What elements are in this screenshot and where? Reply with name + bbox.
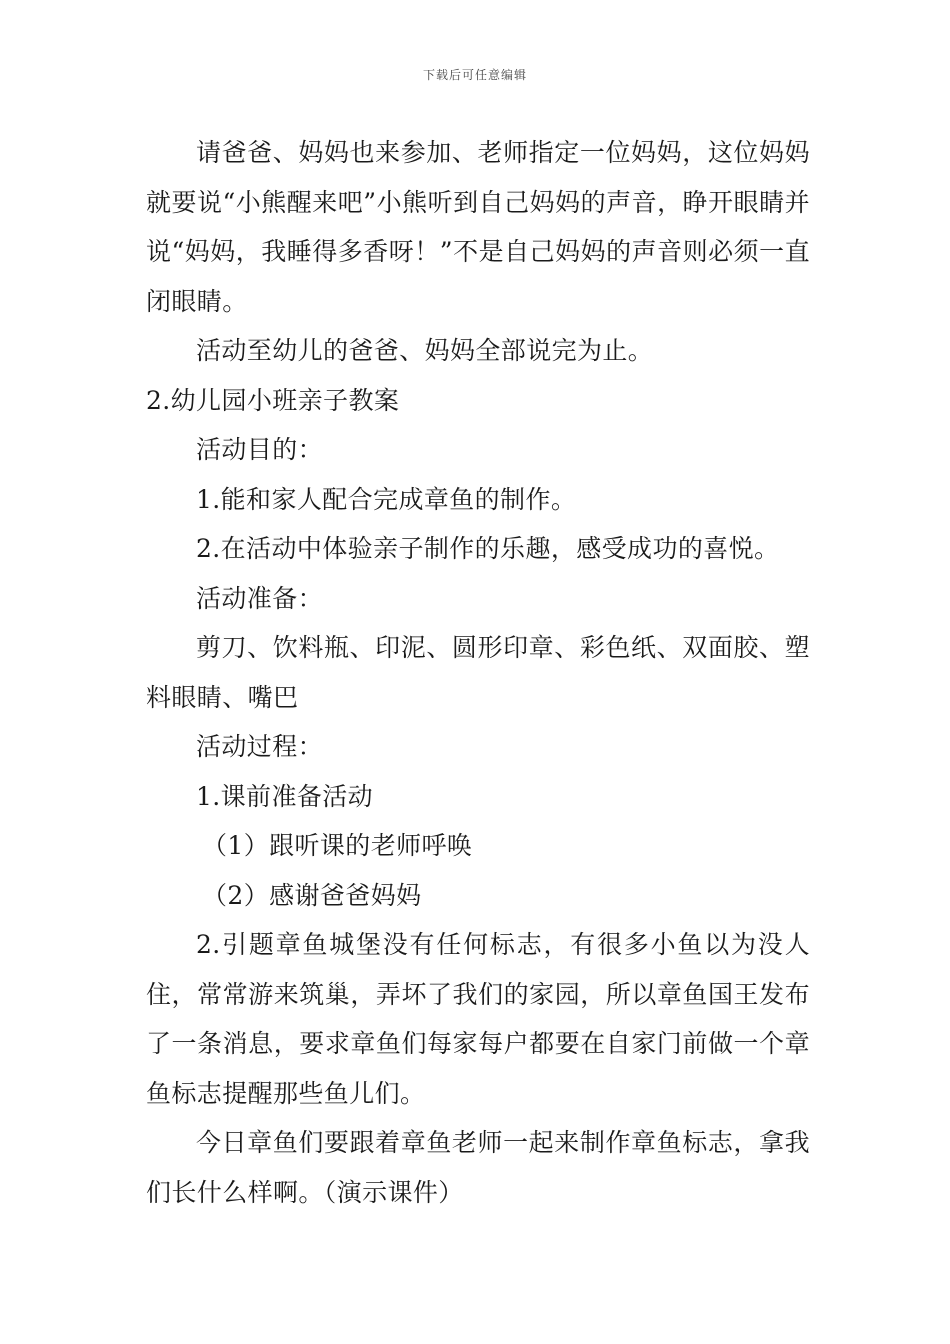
paragraph-step-1: 1.课前准备活动 — [196, 781, 374, 811]
paragraph-intro: 请爸爸、妈妈也来参加、老师指定一位妈妈，这位妈妈就要说“小熊醒来吧”小熊听到自己妈妈的声音，睁开眼睛并说“妈妈，我睡得多香呀！”不是自己妈妈的声音则必须一直闭眼睛。 — [146, 138, 810, 316]
header-note: 下载后可任意编辑 — [422, 68, 527, 82]
paragraph-prep-label: 活动准备： — [196, 583, 324, 613]
paragraph-end-condition: 活动至幼儿的爸爸、妈妈全部说完为止。 — [196, 336, 654, 365]
document-body — [146, 128, 810, 1217]
paragraph-goals-label: 活动目的： — [196, 435, 324, 464]
paragraph-step-1-2: （2）感谢爸爸妈妈 — [202, 880, 422, 910]
section-heading: 2.幼儿园小班亲子教案 — [146, 385, 400, 415]
paragraph-goal-2: 2.在活动中体验亲子制作的乐趣，感受成功的喜悦。 — [196, 534, 780, 563]
paragraph-step-2: 2.引题章鱼城堡没有任何标志，有很多小鱼以为没人住，常常游来筑巢，弄坏了我们的家园，所以章鱼国王发布了一条消息，要求章鱼们每家每户都要在自家门前做一个章鱼标志提醒那些鱼儿们。 — [146, 930, 810, 1108]
paragraph-today: 今日章鱼们要跟着章鱼老师一起来制作章鱼标志，拿我们长什么样啊。（演示课件） — [146, 1128, 810, 1207]
paragraph-process-label: 活动过程： — [196, 732, 324, 761]
paragraph-prep-items: 剪刀、饮料瓶、印泥、圆形印章、彩色纸、双面胶、塑料眼睛、嘴巴 — [146, 633, 810, 712]
paragraph-goal-1: 1.能和家人配合完成章鱼的制作。 — [196, 484, 577, 514]
paragraph-step-1-1: （1）跟听课的老师呼唤 — [202, 831, 473, 860]
